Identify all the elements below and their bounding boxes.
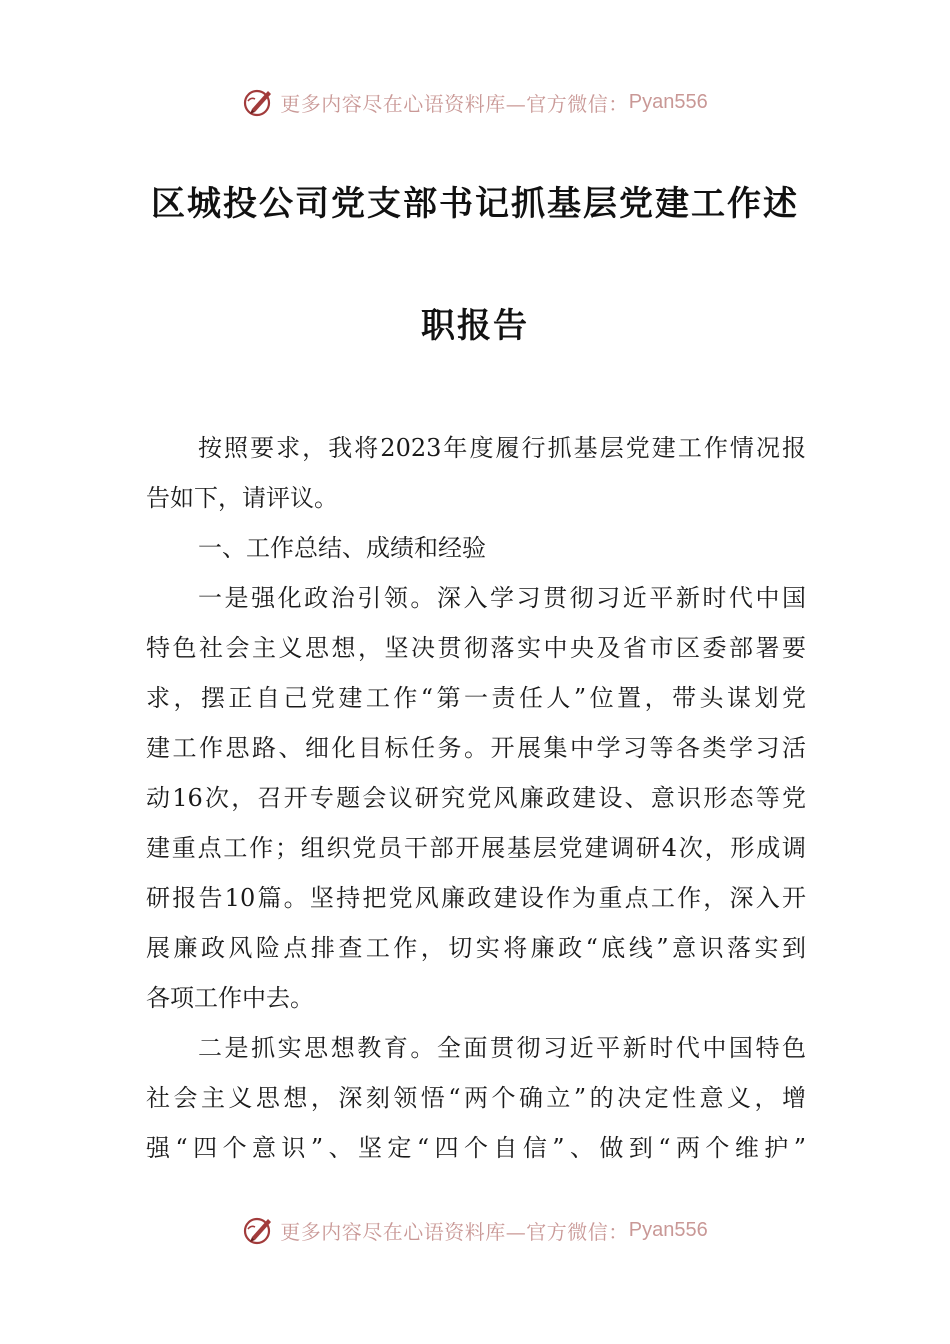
pen-logo-icon bbox=[242, 1213, 276, 1247]
body-line-11: 展廉政风险点排查工作，切实将廉政“底线”意识落实到 bbox=[146, 934, 806, 962]
body-line-14: 社会主义思想，深刻领悟“两个确立”的决定性意义，增 bbox=[146, 1084, 806, 1112]
pen-logo-icon bbox=[242, 85, 276, 119]
body-line-9: 建重点工作；组织党员干部开展基层党建调研4次，形成调 bbox=[146, 834, 806, 862]
body-line-8: 动16次，召开专题会议研究党风廉政建设、意识形态等党 bbox=[146, 784, 806, 812]
body-line-4: 一是强化政治引领。深入学习贯彻习近平新时代中国 bbox=[198, 584, 806, 612]
body-line-13: 二是抓实思想教育。全面贯彻习近平新时代中国特色 bbox=[198, 1034, 806, 1062]
watermark-banner-top bbox=[0, 82, 950, 122]
body-line-15: 强“四个意识”、坚定“四个自信”、做到“两个维护” bbox=[146, 1134, 806, 1162]
document-title-line-1: 区城投公司党支部书记抓基层党建工作述 bbox=[151, 184, 799, 224]
body-line-2: 告如下，请评议。 bbox=[146, 484, 338, 512]
watermark-banner-bottom bbox=[0, 1210, 950, 1250]
document-title-line-2: 职报告 bbox=[421, 306, 529, 346]
body-line-10: 研报告10篇。坚持把党风廉政建设作为重点工作，深入开 bbox=[146, 884, 806, 912]
body-line-1: 按照要求，我将2023年度履行抓基层党建工作情况报 bbox=[198, 434, 806, 462]
watermark-wechat-id: Pyan556 bbox=[628, 90, 708, 113]
body-line-12: 各项工作中去。 bbox=[146, 984, 314, 1012]
body-line-7: 建工作思路、细化目标任务。开展集中学习等各类学习活 bbox=[146, 734, 806, 762]
body-line-5: 特色社会主义思想，坚决贯彻落实中央及省市区委部署要 bbox=[146, 634, 806, 662]
watermark-wechat-id: Pyan556 bbox=[628, 1218, 708, 1241]
watermark-text: 更多内容尽在心语资料库—官方微信： bbox=[280, 91, 629, 116]
watermark-text: 更多内容尽在心语资料库—官方微信： bbox=[280, 1219, 629, 1244]
body-line-6: 求，摆正自己党建工作“第一责任人”位置，带头谋划党 bbox=[146, 684, 806, 712]
section-heading: 一、工作总结、成绩和经验 bbox=[198, 534, 486, 562]
